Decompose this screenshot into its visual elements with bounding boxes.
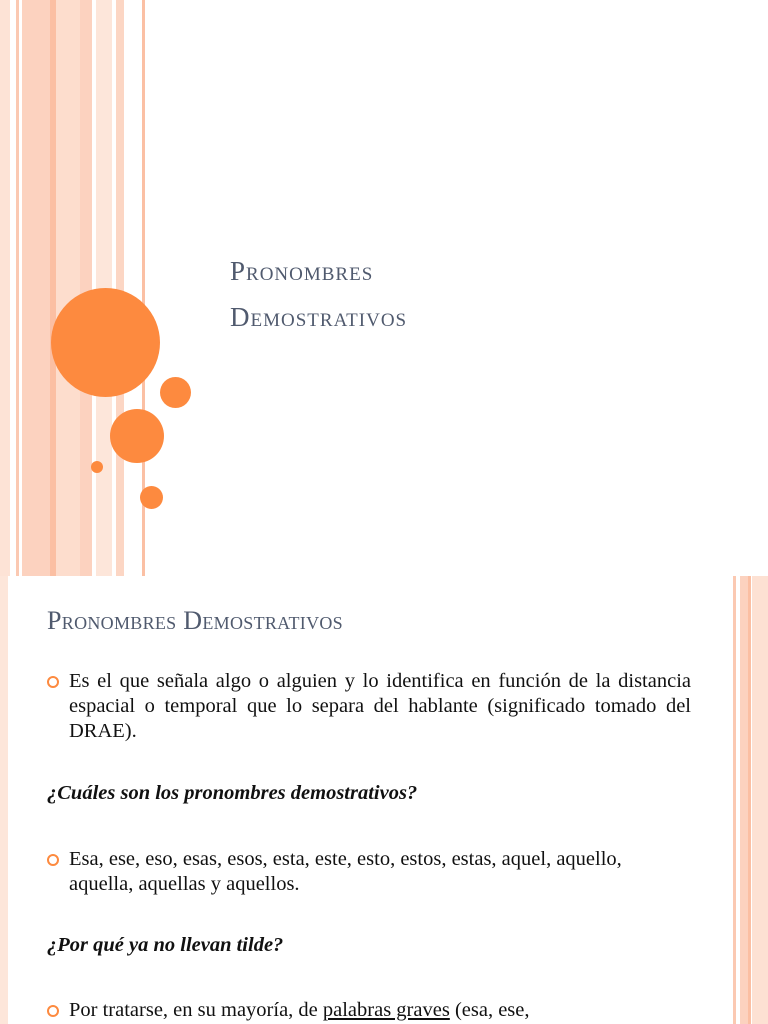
content-slide	[0, 576, 768, 1024]
decorative-band	[16, 0, 19, 576]
decorative-band	[0, 0, 10, 576]
small-circle-decoration	[140, 486, 163, 509]
tiny-circle-decoration	[91, 461, 103, 473]
large-circle-decoration	[51, 288, 160, 397]
question-heading: ¿Por qué ya no llevan tilde?	[47, 934, 284, 956]
medium-circle-decoration	[110, 409, 164, 463]
decorative-band	[0, 576, 8, 1024]
bullet-circle-icon	[47, 676, 59, 688]
question-heading: ¿Cuáles son los pronombres demostrativos?	[47, 782, 418, 804]
decorative-band	[116, 0, 124, 576]
bullet-text-start: Por tratarse, en su mayoría, de	[69, 999, 323, 1021]
bullet-text-end: (esa, ese,	[449, 999, 530, 1021]
bullet-text	[69, 998, 691, 1023]
bullet-circle-icon	[47, 854, 59, 866]
bullet-explanation	[47, 998, 691, 1023]
decorative-band	[752, 576, 768, 1024]
content-title: Pronombres Demostrativos	[47, 606, 343, 635]
small-circle-decoration	[160, 377, 191, 408]
slide-title-line: Demostrativos	[230, 302, 408, 332]
decorative-band	[733, 576, 736, 1024]
underlined-term: palabras graves	[322, 999, 450, 1021]
bullet-list	[47, 847, 691, 897]
decorative-band	[22, 0, 50, 576]
decorative-band	[80, 0, 92, 576]
decorative-band	[740, 576, 748, 1024]
bullet-circle-icon	[47, 1005, 59, 1017]
slide-title-line: Pronombres	[230, 256, 374, 286]
decorative-band	[748, 576, 751, 1024]
bullet-definition	[47, 669, 691, 744]
bullet-text: Es el que señala algo o alguien y lo identifica en función de la distancia espacial o temporal que lo separa del hablante (significado tomado del DRAE).	[69, 670, 691, 742]
bullet-text: Esa, ese, eso, esas, esos, esta, este, esto, estos, estas, aquel, aquello, aquella, aquellas y aquellos.	[69, 848, 622, 895]
slide-title	[230, 248, 407, 340]
decorative-band	[56, 0, 80, 576]
